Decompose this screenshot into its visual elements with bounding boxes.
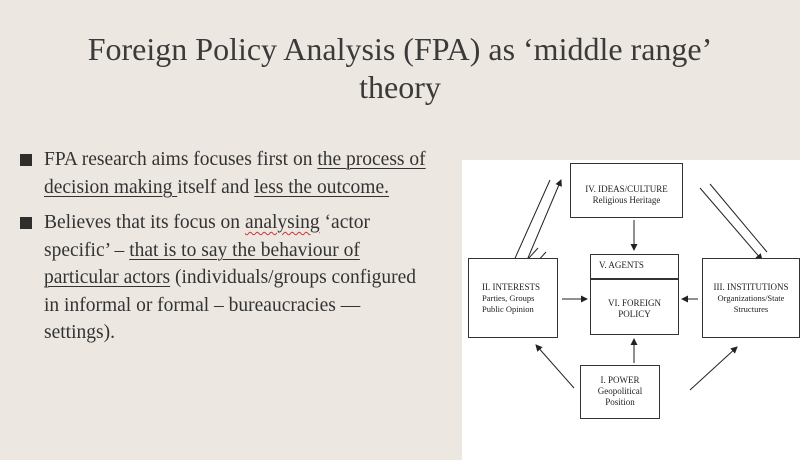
slide-title bbox=[0, 30, 800, 106]
diagonal-line bbox=[512, 180, 550, 265]
bullet-text: (individuals/groups configured in informal or formal – bureaucracies — settings). bbox=[44, 267, 417, 343]
underlined-text: that is to say the behaviour of particular actors bbox=[44, 239, 360, 288]
institutions-box bbox=[702, 258, 800, 338]
bullet-item bbox=[16, 209, 436, 347]
bullet-text: itself and bbox=[177, 176, 255, 198]
bullet-item bbox=[16, 146, 436, 201]
box-subtitle: Structures bbox=[733, 304, 769, 314]
bullet-list bbox=[16, 146, 436, 347]
box-subtitle: Religious Heritage bbox=[592, 195, 661, 205]
box-title: I. POWER bbox=[600, 375, 640, 385]
box-subtitle: Position bbox=[605, 397, 635, 407]
underlined-text: less the outcome. bbox=[254, 176, 389, 198]
title-line-1: Foreign Policy Analysis (FPA) as ‘middle range’ bbox=[87, 31, 713, 67]
diagonal-line bbox=[710, 184, 767, 252]
box-subtitle: Geopolitical bbox=[597, 386, 643, 396]
box-title: III. INSTITUTIONS bbox=[713, 282, 789, 292]
box-title: VI. FOREIGN bbox=[608, 298, 661, 308]
ideas-culture-box bbox=[570, 163, 683, 218]
box-subtitle: POLICY bbox=[618, 309, 651, 319]
foreign-policy-box bbox=[590, 279, 679, 335]
power-box bbox=[580, 365, 660, 419]
title-line-2: theory bbox=[359, 69, 441, 105]
arrow-power-to-institutions bbox=[690, 347, 737, 390]
box-subtitle: Organizations/State bbox=[717, 293, 785, 303]
arrow-to-institutions bbox=[700, 188, 762, 260]
box-title: V. AGENTS bbox=[599, 260, 644, 270]
bullet-square-icon bbox=[20, 154, 32, 166]
bullet-text: ‘actor specific’ – bbox=[44, 212, 371, 261]
bullet-text: Believes that its focus on bbox=[44, 212, 245, 233]
fpa-diagram bbox=[462, 160, 800, 460]
interests-box bbox=[468, 258, 558, 338]
bullet-square-icon bbox=[20, 217, 32, 229]
box-subtitle: Public Opinion bbox=[482, 304, 534, 314]
box-title: IV. IDEAS/CULTURE bbox=[585, 184, 668, 194]
arrow-power-to-interests bbox=[536, 345, 574, 388]
box-title: II. INTERESTS bbox=[482, 282, 540, 292]
underlined-text: the process of decision making bbox=[44, 149, 426, 198]
agents-box bbox=[590, 254, 679, 279]
box-subtitle: Parties, Groups bbox=[482, 293, 535, 303]
spellcheck-word: analysing bbox=[244, 212, 320, 233]
bullet-text: FPA research aims focuses first on bbox=[44, 149, 318, 170]
